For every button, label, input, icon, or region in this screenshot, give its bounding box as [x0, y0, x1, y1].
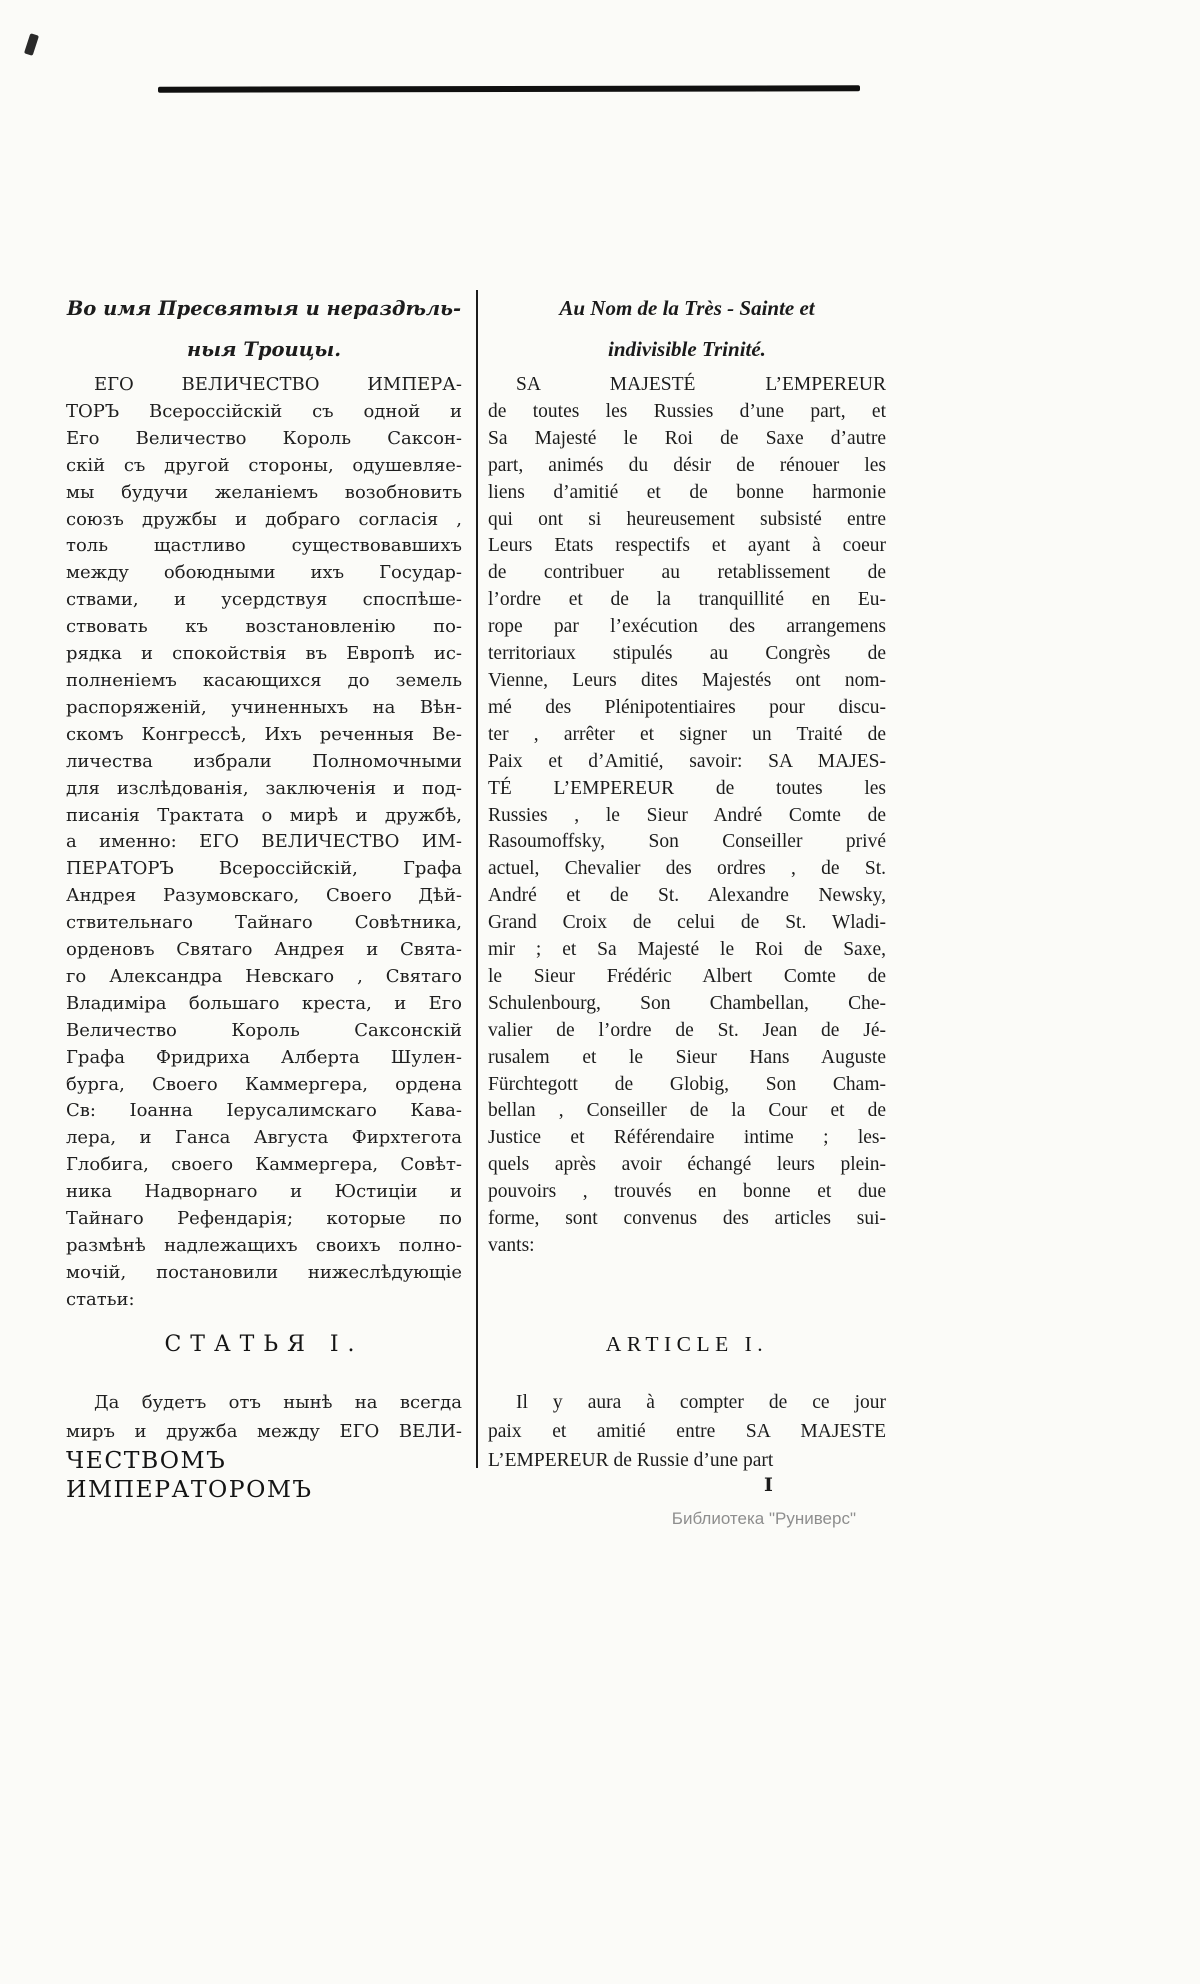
text-line: ствами, и усердствуя споспѣше- — [66, 589, 462, 611]
text-line: quels après avoir échangé leurs plein- — [488, 1154, 886, 1176]
text-line: SA MAJESTÉ L’EMPEREUR — [516, 374, 886, 395]
text-line: личества избрали Полномочными — [66, 750, 462, 772]
text-line: Его Величество Король Саксон- — [66, 427, 462, 449]
french-article-heading: ARTICLE I. — [605, 1332, 769, 1356]
text-line: TÉ L’EMPEREUR de toutes les — [488, 777, 886, 799]
text-line: Russies , le Sieur André Comte de — [488, 804, 886, 826]
text-line: indivisible Trinité. — [608, 337, 766, 361]
text-line: мы будучи желаніемъ возобновить — [66, 481, 462, 503]
text-line: лера, и Ганса Августа Фирхтегота — [66, 1127, 462, 1149]
text-line: bellan , Conseiller de la Cour et de — [488, 1100, 886, 1122]
text-line: pouvoirs , trouvés en bonne et due — [488, 1181, 886, 1203]
text-line: Св: Іоанна Іерусалимскаго Кава- — [66, 1100, 462, 1122]
text-line: territoriaux stipulés au Congrès de — [488, 643, 886, 665]
text-line: го Александра Невскаго , Святаго — [66, 965, 462, 987]
text-line: союзъ дружбы и добраго согласія , — [66, 508, 462, 530]
text-line: скомъ Конгрессѣ, Ихъ реченныя Ве- — [66, 723, 462, 745]
french-article-text — [488, 1388, 886, 1475]
text-line: valier de l’ordre de St. Jean de Jé- — [488, 1019, 886, 1041]
sheet-signature: I — [764, 1474, 773, 1496]
russian-invocation — [66, 288, 462, 370]
text-line: ника Надворнаго и Юстиціи и — [66, 1181, 462, 1203]
text-line: Rasoumoffsky, Son Conseiller privé — [488, 831, 886, 853]
text-line: de toutes les Russies d’une part, et — [488, 400, 886, 422]
text-line: для изслѣдованія, заключенія и под- — [66, 777, 462, 799]
text-line: qui ont si heureusement subsisté entre — [488, 508, 886, 530]
text-line: распоряженій, учиненныхъ на Вѣн- — [66, 696, 462, 718]
text-line: mir ; et Sa Majesté le Roi de Saxe, — [488, 939, 886, 961]
text-line: ЕГО ВЕЛИЧЕСТВО ИМПЕРА- — [94, 374, 462, 395]
russian-article-heading: СТАТЬЯ I. — [164, 1332, 364, 1357]
text-line: Paix et d’Amitié, savoir: SA MAJES- — [488, 750, 886, 772]
text-line: Sa Majesté le Roi de Saxe d’autre — [488, 427, 886, 449]
text-line: le Sieur Frédéric Albert Comte de — [488, 965, 886, 987]
text-line: Величество Король Саксонскій — [66, 1019, 462, 1041]
russian-article-text — [66, 1388, 462, 1504]
text-line: Il y aura à compter de ce jour — [516, 1392, 886, 1413]
text-line: рядка и спокойствія въ Европѣ ис- — [66, 643, 462, 665]
text-line: мочій, постановили нижеслѣдующіе — [66, 1261, 462, 1283]
text-line: Во имя Пресвятыя и нераздѣль- — [66, 297, 462, 320]
text-line: Leurs Etats respectifs et ayant à coeur — [488, 535, 886, 557]
text-line: Fürchtegott de Globig, Son Cham- — [488, 1073, 886, 1095]
text-line: de contribuer au retablissement de — [488, 562, 886, 584]
text-line: миръ и дружба между ЕГО ВЕЛИ- — [66, 1421, 462, 1442]
text-line: Андрея Разумовскаго, Своего Дѣй- — [66, 885, 462, 907]
text-line: писанія Трактата о мирѣ и дружбѣ, — [66, 804, 462, 826]
text-line: forme, sont convenus des articles sui- — [488, 1208, 886, 1230]
text-line: L’EMPEREUR de Russie d’une part — [488, 1450, 774, 1471]
text-line: Графа Фридриха Алберта Шулен- — [66, 1046, 462, 1068]
text-line: размѣнѣ надлежащихъ своихъ полно- — [66, 1235, 462, 1256]
text-line: l’ordre et de la tranquillité en Eu- — [488, 589, 886, 611]
text-line: ПЕРАТОРЪ Всероссійскій, Графа — [66, 858, 462, 880]
text-line: rope par l’exécution des arrangemens — [488, 616, 886, 638]
french-preamble — [488, 372, 886, 1260]
text-line: статьи: — [66, 1288, 135, 1310]
text-line: орденовъ Святаго Андрея и Свята- — [66, 939, 462, 961]
text-line: Schulenbourg, Son Chambellan, Che- — [488, 992, 886, 1014]
text-line: Владиміра большаго креста, и Его — [66, 992, 462, 1014]
text-line: ныя Троицы. — [187, 338, 341, 361]
text-line: Grand Croix de celui de St. Wladi- — [488, 912, 886, 934]
text-line: Да будетъ отъ нынѣ на всегда — [94, 1392, 462, 1413]
text-line: actuel, Chevalier des ordres , de St. — [488, 858, 886, 880]
text-line: paix et amitié entre SA MAJESTE — [488, 1421, 886, 1442]
text-line: ЧЕСТВОМЪ ИМПЕРАТОРОМЪ — [66, 1446, 313, 1503]
scan-artifact — [24, 33, 39, 56]
library-watermark: Библиотека "Руниверс" — [671, 1509, 856, 1528]
text-line: бурга, Своего Каммергера, ордена — [66, 1073, 462, 1095]
text-line: ствовать къ возстановленію по- — [66, 616, 462, 638]
text-line: толь щастливо существовавшихъ — [66, 535, 462, 557]
text-line: liens d’amitié et de bonne harmonie — [488, 481, 886, 503]
text-line: Тайнаго Рефендарія; которые по — [66, 1208, 462, 1230]
text-line: скій съ другой стороны, одушевляе- — [66, 454, 462, 476]
text-line: vants: — [488, 1235, 535, 1256]
russian-preamble — [66, 372, 462, 1314]
text-line: Justice et Référendaire intime ; les- — [488, 1127, 886, 1149]
text-line: mé des Plénipotentiaires pour discu- — [488, 696, 886, 718]
text-line: Vienne, Leurs dites Majestés ont nom- — [488, 669, 886, 691]
text-line: между обоюдными ихъ Государ- — [66, 562, 462, 584]
text-line: полненіемъ касающихся до земель — [66, 669, 462, 691]
text-line: part, animés du désir de rénouer les — [488, 454, 886, 476]
text-line: Au Nom de la Très - Sainte et — [559, 296, 815, 320]
text-line: rusalem et le Sieur Hans Auguste — [488, 1046, 886, 1068]
text-line: ствительнаго Тайнаго Совѣтника, — [66, 912, 462, 934]
text-line: Глобига, своего Каммергера, Совѣт- — [66, 1154, 462, 1176]
text-line: ТОРЪ Всероссійскій съ одной и — [66, 400, 462, 422]
text-line: ter , arrêter et signer un Traité de — [488, 723, 886, 745]
column-divider — [476, 290, 478, 1468]
header-rule — [158, 85, 860, 92]
french-invocation — [488, 288, 886, 370]
text-line: а именно: ЕГО ВЕЛИЧЕСТВО ИМ- — [66, 831, 462, 853]
text-line: André et de St. Alexandre Newsky, — [488, 885, 886, 907]
